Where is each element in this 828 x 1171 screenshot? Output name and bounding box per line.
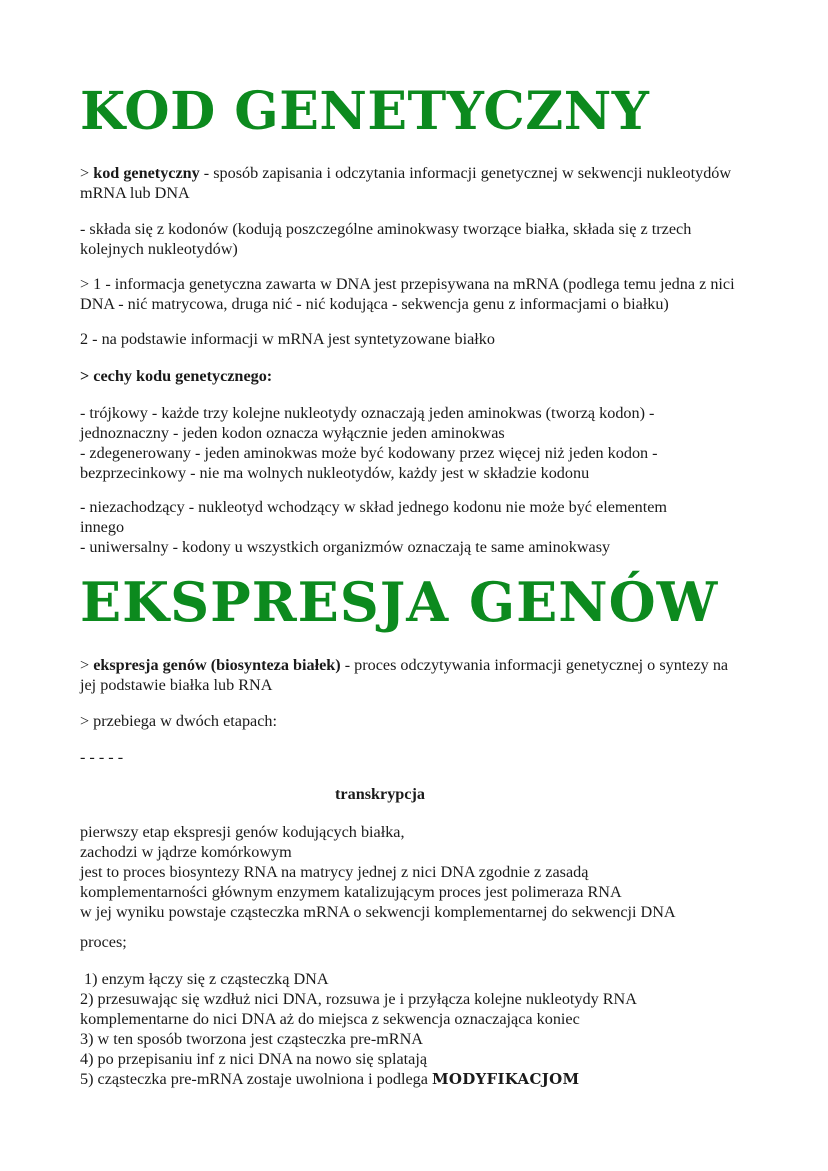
features-list-a xyxy=(80,403,760,483)
definition-ekspresja-genow: > ekspresja genów (biosynteza białek) - proces odczytywania informacji genetycznej o syntezy na jej podstawie białka lub RNA xyxy=(80,656,729,694)
feature-line: - niezachodzący - nukleotyd wchodzący w skład jednego kodonu nie może być elementem xyxy=(80,498,668,516)
feature-line: - uniwersalny - kodony u wszystkich organizmów oznaczają te same aminokwasy xyxy=(80,538,611,556)
process-steps xyxy=(80,969,770,1089)
process-step: 3) w ten sposób tworzona jest cząsteczka pre-mRNA xyxy=(80,1030,423,1048)
feature-line: - trójkowy - każde trzy kolejne nukleotydy oznaczają jeden aminokwas (tworzą kodon) - xyxy=(80,404,655,422)
transcription-description xyxy=(80,822,770,922)
subheading-transkrypcja: transkrypcja xyxy=(335,785,425,803)
step-1-paragraph: > 1 - informacja genetyczna zawarta w DNA jest przepisywana na mRNA (podlega temu jedna z nici DNA - nić matrycowa, druga nić - nić kodująca - sekwencja genu z informacjami o białku) xyxy=(80,275,735,313)
process-step: 2) przesuwając się wzdłuż nici DNA, rozsuwa je i przyłącza kolejne nukleotydy RNA xyxy=(80,990,637,1008)
feature-line: bezprzecinkowy - nie ma wolnych nukleotydów, każdy jest w składzie kodonu xyxy=(80,464,590,482)
features-heading: > cechy kodu genetycznego: xyxy=(80,367,273,385)
process-step: 5) cząsteczka pre-mRNA zostaje uwolniona i podlega MODYFIKACJOM xyxy=(80,1070,580,1088)
step-2-paragraph: 2 - na podstawie informacji w mRNA jest syntetyzowane białko xyxy=(80,330,495,348)
process-step: komplementarne do nici DNA aż do miejsca z sekwencja oznaczająca koniec xyxy=(80,1010,580,1028)
stages-paragraph: > przebiega w dwóch etapach: xyxy=(80,712,277,730)
emphasis-modyfikacjom: MODYFIKACJOM xyxy=(431,1070,580,1088)
term-kod-genetyczny: kod genetyczny xyxy=(93,164,200,182)
feature-line: innego xyxy=(80,518,125,536)
description-line: zachodzi w jądrze komórkowym xyxy=(80,843,292,861)
feature-line: - zdegenerowany - jeden aminokwas może być kodowany przez więcej niż jeden kodon - xyxy=(80,444,658,462)
term-ekspresja-genow: ekspresja genów (biosynteza białek) xyxy=(93,656,341,674)
features-list-b xyxy=(80,497,760,557)
definition-kod-genetyczny: > kod genetyczny - sposób zapisania i odczytania informacji genetycznej w sekwencji nukleotydów mRNA lub DNA xyxy=(80,164,732,202)
title-ekspresja-genow: EKSPRESJA GENÓW xyxy=(80,570,719,634)
process-label: proces; xyxy=(80,933,127,951)
title-kod-genetyczny: KOD GENETYCZNY xyxy=(80,81,650,142)
codons-paragraph: - składa się z kodonów (kodują poszczególne aminokwasy tworzące białka, składa się z trzech kolejnych nukleotydów) xyxy=(80,220,692,258)
process-step: 1) enzym łączy się z cząsteczką DNA xyxy=(80,970,329,988)
description-line: jest to proces biosyntezy RNA na matrycy jednej z nici DNA zgodnie z zasadą xyxy=(80,863,589,881)
separator: - - - - - xyxy=(80,748,124,766)
description-line: w jej wyniku powstaje cząsteczka mRNA o sekwencji komplementarnej do sekwencji DNA xyxy=(80,903,676,921)
description-line: komplementarności głównym enzymem katalizującym proces jest polimeraza RNA xyxy=(80,883,622,901)
description-line: pierwszy etap ekspresji genów kodujących białka, xyxy=(80,823,405,841)
feature-line: jednoznaczny - jeden kodon oznacza wyłącznie jeden aminokwas xyxy=(80,424,505,442)
process-step: 4) po przepisaniu inf z nici DNA na nowo się splatają xyxy=(80,1050,428,1068)
